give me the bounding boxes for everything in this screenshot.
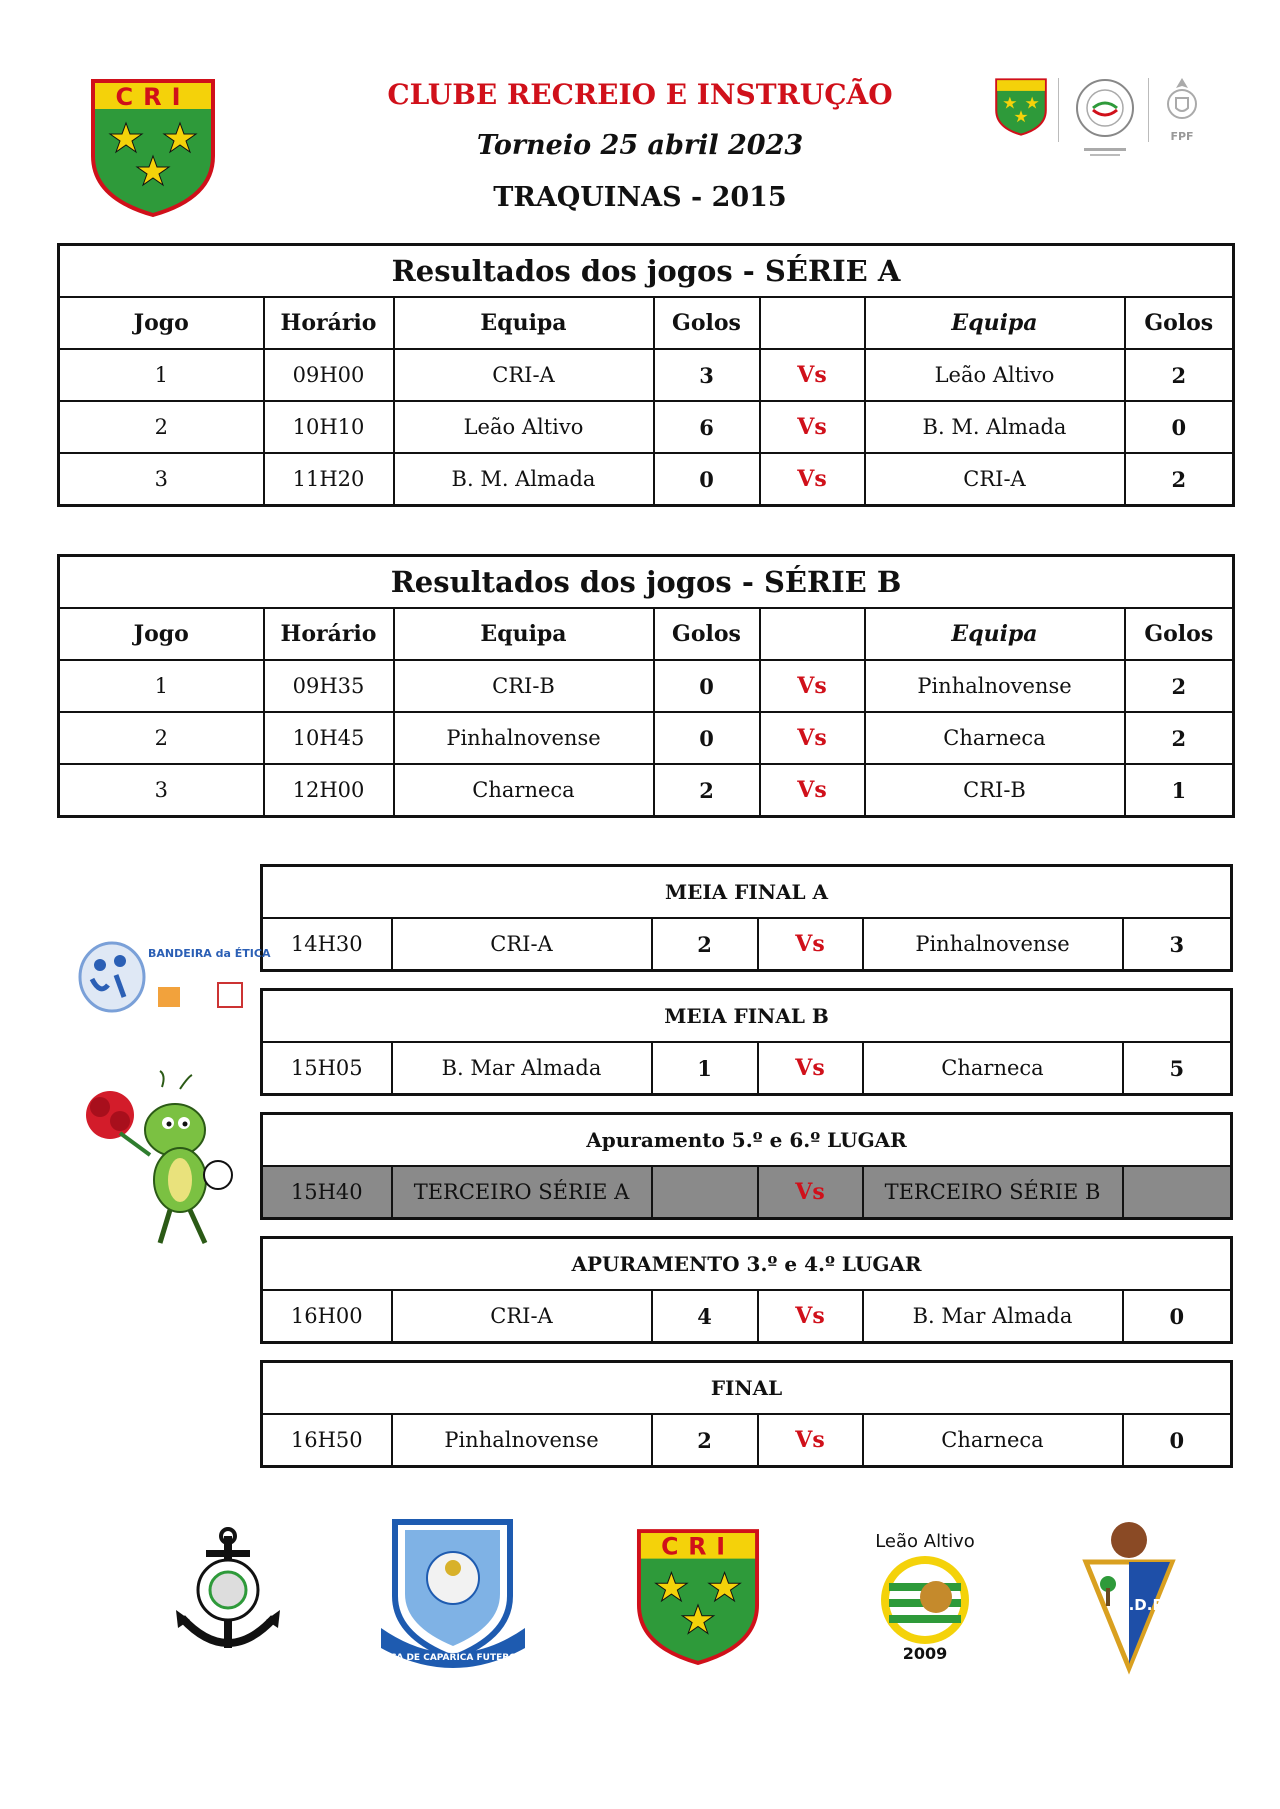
col-header-golos: Golos xyxy=(654,297,760,349)
home-goals-cell: 0 xyxy=(654,660,760,712)
table-row xyxy=(59,453,1234,506)
hora-cell: 14H30 xyxy=(262,918,392,971)
cdp-logo xyxy=(1082,1518,1176,1673)
home-team-cell: Pinhalnovense xyxy=(394,712,654,764)
away-goals-cell: 0 xyxy=(1123,1414,1232,1467)
home-goals-cell xyxy=(652,1166,758,1219)
apuramento-5-6-table xyxy=(260,1112,1233,1220)
bandeira-etica-logo xyxy=(78,935,271,1015)
etica-text: BANDEIRA da ÉTICA xyxy=(148,947,271,960)
away-team-cell: Charneca xyxy=(863,1042,1123,1095)
table-row xyxy=(262,1414,1232,1467)
home-goals-cell: 6 xyxy=(654,401,760,453)
cdp-logo-text: C.D.P. xyxy=(1117,1596,1167,1614)
knockout-title: Apuramento 5.º e 6.º LUGAR xyxy=(262,1114,1232,1167)
home-team-cell: CRI-A xyxy=(392,1290,652,1343)
col-header-golos-away: Golos xyxy=(1125,608,1234,660)
away-team-cell: B. M. Almada xyxy=(865,401,1125,453)
fpf-text: FPF xyxy=(1170,130,1194,143)
club-title: CLUBE RECREIO E INSTRUÇÃO xyxy=(387,78,893,111)
serie-a-title: Resultados dos jogos - SÉRIE A xyxy=(59,245,1234,298)
serie-b-table xyxy=(57,554,1235,818)
cri-small-logo xyxy=(995,78,1047,136)
vs-cell: Vs xyxy=(758,1290,863,1343)
charneca-caparica-logo xyxy=(348,1518,558,1668)
hora-cell: 16H00 xyxy=(262,1290,392,1343)
away-goals-cell xyxy=(1123,1166,1232,1219)
home-team-cell: B. Mar Almada xyxy=(392,1042,652,1095)
grasshopper-mascot-image xyxy=(70,1075,245,1250)
vs-cell: Vs xyxy=(760,401,865,453)
home-goals-cell: 3 xyxy=(654,349,760,401)
away-goals-cell: 0 xyxy=(1123,1290,1232,1343)
hora-cell: 09H00 xyxy=(264,349,394,401)
home-goals-cell: 2 xyxy=(654,764,760,817)
category-title: TRAQUINAS - 2015 xyxy=(493,182,787,213)
jogo-cell: 3 xyxy=(59,453,264,506)
away-team-cell: Leão Altivo xyxy=(865,349,1125,401)
table-row xyxy=(262,1042,1232,1095)
vs-cell: Vs xyxy=(760,764,865,817)
home-team-cell: TERCEIRO SÉRIE A xyxy=(392,1166,652,1219)
jogo-cell: 2 xyxy=(59,712,264,764)
col-header-vs xyxy=(760,297,865,349)
home-team-cell: CRI-B xyxy=(394,660,654,712)
hora-cell: 11H20 xyxy=(264,453,394,506)
away-goals-cell: 2 xyxy=(1125,712,1234,764)
away-team-cell: Charneca xyxy=(863,1414,1123,1467)
knockout-title: APURAMENTO 3.º e 4.º LUGAR xyxy=(262,1238,1232,1291)
hora-cell: 15H40 xyxy=(262,1166,392,1219)
col-header-equipa: Equipa xyxy=(394,608,654,660)
home-team-cell: Charneca xyxy=(394,764,654,817)
apuramento-3-4-table xyxy=(260,1236,1233,1344)
vs-cell: Vs xyxy=(760,453,865,506)
table-row xyxy=(59,401,1234,453)
vs-cell: Vs xyxy=(758,1042,863,1095)
home-goals-cell: 0 xyxy=(654,712,760,764)
col-header-equipa-away: Equipa xyxy=(865,608,1125,660)
table-row xyxy=(262,1290,1232,1343)
leao-altivo-logo xyxy=(858,1525,993,1665)
vs-cell: Vs xyxy=(758,1414,863,1467)
vs-cell: Vs xyxy=(758,1166,863,1219)
away-goals-cell: 3 xyxy=(1123,918,1232,971)
away-team-cell: CRI-B xyxy=(865,764,1125,817)
home-team-cell: B. M. Almada xyxy=(394,453,654,506)
meia-final-a-table xyxy=(260,864,1233,972)
table-row xyxy=(59,349,1234,401)
away-goals-cell: 2 xyxy=(1125,349,1234,401)
away-team-cell: CRI-A xyxy=(865,453,1125,506)
vs-cell: Vs xyxy=(758,918,863,971)
col-header-jogo: Jogo xyxy=(59,608,264,660)
hora-cell: 10H45 xyxy=(264,712,394,764)
hora-cell: 16H50 xyxy=(262,1414,392,1467)
away-team-cell: Pinhalnovense xyxy=(863,918,1123,971)
jogo-cell: 1 xyxy=(59,349,264,401)
away-team-cell: Pinhalnovense xyxy=(865,660,1125,712)
serie-a-table xyxy=(57,243,1235,507)
away-goals-cell: 1 xyxy=(1125,764,1234,817)
home-goals-cell: 0 xyxy=(654,453,760,506)
away-goals-cell: 5 xyxy=(1123,1042,1232,1095)
home-goals-cell: 2 xyxy=(652,918,758,971)
cri-bottom-logo xyxy=(636,1528,760,1666)
col-header-jogo: Jogo xyxy=(59,297,264,349)
hora-cell: 09H35 xyxy=(264,660,394,712)
away-goals-cell: 0 xyxy=(1125,401,1234,453)
knockout-title: MEIA FINAL B xyxy=(262,990,1232,1043)
col-header-vs xyxy=(760,608,865,660)
meia-final-b-table xyxy=(260,988,1233,1096)
certification-seal xyxy=(1070,76,1140,160)
hora-cell: 12H00 xyxy=(264,764,394,817)
hora-cell: 10H10 xyxy=(264,401,394,453)
jogo-cell: 1 xyxy=(59,660,264,712)
knockout-title: FINAL xyxy=(262,1362,1232,1415)
jogo-cell: 2 xyxy=(59,401,264,453)
table-row xyxy=(59,764,1234,817)
table-row xyxy=(59,712,1234,764)
knockout-title: MEIA FINAL A xyxy=(262,866,1232,919)
col-header-horario: Horário xyxy=(264,297,394,349)
away-team-cell: B. Mar Almada xyxy=(863,1290,1123,1343)
jogo-cell: 3 xyxy=(59,764,264,817)
leao-logo-text: Leão Altivo xyxy=(875,1531,975,1552)
col-header-equipa: Equipa xyxy=(394,297,654,349)
home-team-cell: CRI-A xyxy=(394,349,654,401)
home-team-cell: Leão Altivo xyxy=(394,401,654,453)
col-header-equipa-away: Equipa xyxy=(865,297,1125,349)
leao-logo-year: 2009 xyxy=(902,1644,948,1663)
vs-cell: Vs xyxy=(760,349,865,401)
away-team-cell: TERCEIRO SÉRIE B xyxy=(863,1166,1123,1219)
away-goals-cell: 2 xyxy=(1125,660,1234,712)
anchor-club-logo xyxy=(172,1528,284,1663)
home-goals-cell: 2 xyxy=(652,1414,758,1467)
vs-cell: Vs xyxy=(760,660,865,712)
home-team-cell: Pinhalnovense xyxy=(392,1414,652,1467)
home-team-cell: CRI-A xyxy=(392,918,652,971)
hora-cell: 15H05 xyxy=(262,1042,392,1095)
cri-bottom-logo-text: CRI xyxy=(661,1532,735,1561)
divider-line xyxy=(1148,78,1149,142)
table-row xyxy=(59,660,1234,712)
table-row xyxy=(262,918,1232,971)
home-goals-cell: 4 xyxy=(652,1290,758,1343)
divider-line xyxy=(1058,78,1059,142)
home-goals-cell: 1 xyxy=(652,1042,758,1095)
table-row xyxy=(262,1166,1232,1219)
col-header-horario: Horário xyxy=(264,608,394,660)
charneca-logo-text: CHARNECA DE CAPARICA FUTEBOL CLUBE xyxy=(348,1653,558,1663)
col-header-golos-away: Golos xyxy=(1125,297,1234,349)
final-table xyxy=(260,1360,1233,1468)
serie-b-title: Resultados dos jogos - SÉRIE B xyxy=(59,556,1234,609)
fpf-logo xyxy=(1158,76,1206,146)
cri-logo xyxy=(90,78,216,218)
away-team-cell: Charneca xyxy=(865,712,1125,764)
cri-logo-text: CRI xyxy=(115,83,191,111)
away-goals-cell: 2 xyxy=(1125,453,1234,506)
tournament-title: Torneio 25 abril 2023 xyxy=(476,130,804,161)
vs-cell: Vs xyxy=(760,712,865,764)
col-header-golos: Golos xyxy=(654,608,760,660)
